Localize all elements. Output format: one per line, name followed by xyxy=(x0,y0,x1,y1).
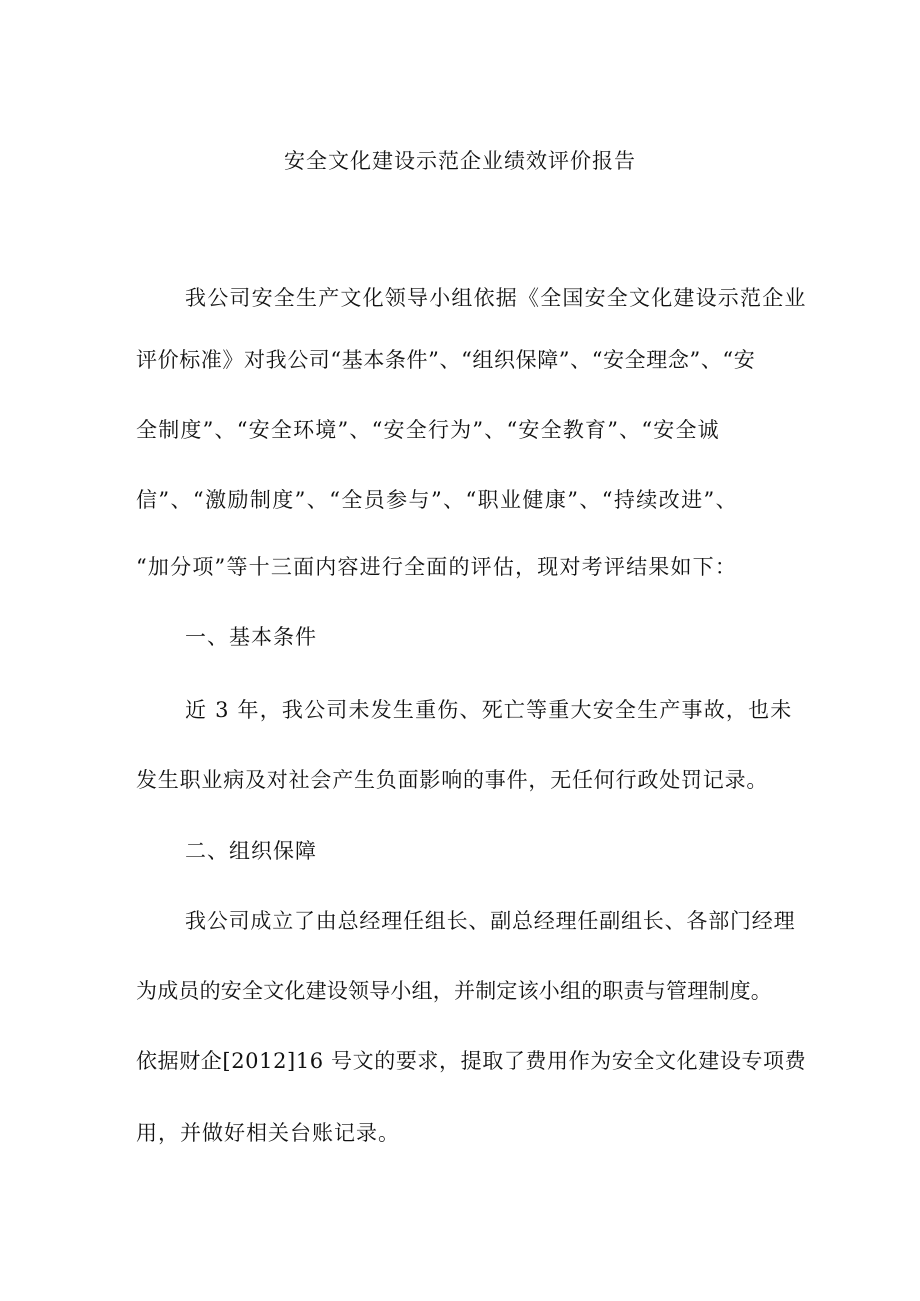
paragraph-1-line-5: “加分项”等十三面内容进行全面的评估，现对考评结果如下： xyxy=(136,555,738,579)
section-heading-2: 二、组织保障 xyxy=(185,839,317,863)
paragraph-3-line-4: 用，并做好相关台账记录。 xyxy=(136,1121,400,1145)
paragraph-1-line-2: 评价标准》对我公司“基本条件”、“组织保障”、“安全理念”、“安 xyxy=(136,348,756,372)
paragraph-3-line-1: 我公司成立了由总经理任组长、副总经理任副组长、各部门经理 xyxy=(185,909,796,933)
paragraph-1-line-3: 全制度”、“安全环境”、“安全行为”、“安全教育”、“安全诚 xyxy=(136,418,720,442)
document-title: 安全文化建设示范企业绩效评价报告 xyxy=(284,149,636,173)
section-heading-1: 一、基本条件 xyxy=(185,625,317,649)
paragraph-3-line-3: 依据财企[2012]16 号文的要求，提取了费用作为安全文化建设专项费 xyxy=(136,1049,807,1073)
paragraph-1-line-4: 信”、“激励制度”、“全员参与”、“职业健康”、“持续改进”、 xyxy=(136,488,739,512)
paragraph-1-line-1: 我公司安全生产文化领导小组依据《全国安全文化建设示范企业 xyxy=(185,286,807,310)
paragraph-2-line-2: 发生职业病及对社会产生负面影响的事件，无任何行政处罚记录。 xyxy=(136,768,769,792)
paragraph-2-line-1: 近 3 年，我公司未发生重伤、死亡等重大安全生产事故，也未 xyxy=(185,698,793,722)
paragraph-3-line-2: 为成员的安全文化建设领导小组，并制定该小组的职责与管理制度。 xyxy=(136,979,772,1003)
